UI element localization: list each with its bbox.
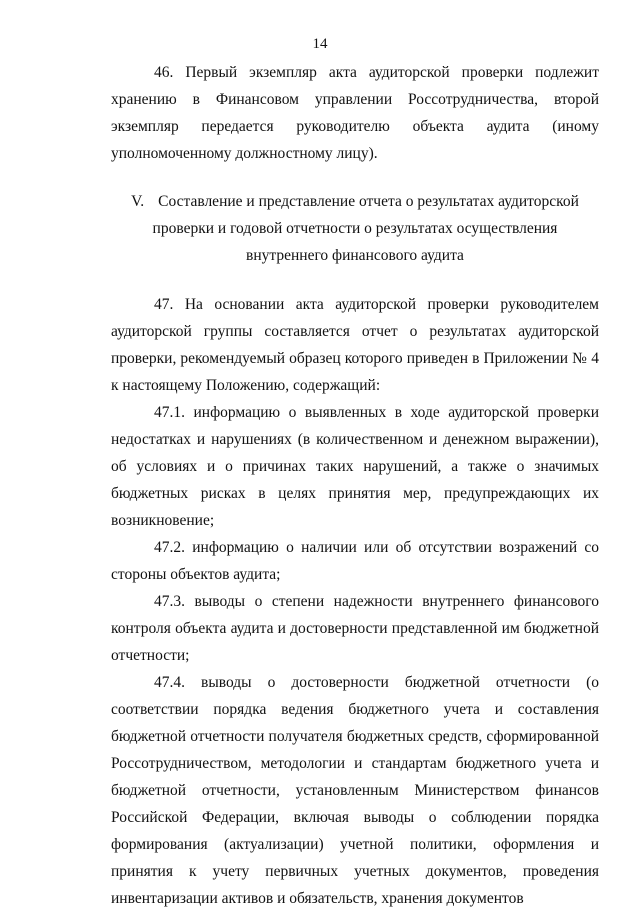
paragraph-47-2: 47.2. информацию о наличии или об отсутствии возражений со стороны объектов аудита; xyxy=(111,539,599,583)
section-number: V. xyxy=(131,193,145,210)
section-title: Составление и представление отчета о результатах аудиторской проверки и годовой отчетности о результатах осуществления внутреннего финансового аудита xyxy=(152,193,579,264)
paragraph-46: 46. Первый экземпляр акта аудиторской проверки подлежит хранению в Финансовом управлении Россотрудничества, второй экземпляр передается руководителю объекта аудита (иному уполномоченному должностному лицу). xyxy=(111,64,599,162)
section-heading xyxy=(111,188,599,269)
page-number: 14 xyxy=(312,36,328,52)
paragraph-block-main xyxy=(111,291,599,912)
paragraph-47-1: 47.1. информацию о выявленных в ходе аудиторской проверки недостатках и нарушениях (в количественном и денежном выражении), об условиях и о причинах таких нарушений, а также о значимых бюджетных рисках в целях принятия мер, предупреждающих их возникновение; xyxy=(111,404,599,529)
paragraph-47-4: 47.4. выводы о достоверности бюджетной отчетности (о соответствии порядка ведения бюджетного учета и составления бюджетной отчетности получателя бюджетных средств, сформированной Россотрудничеством, методологии и стандартам бюджетного учета и бюджетной отчетности, установленным Министерством финансов Российской Федерации, включая выводы о соблюдении порядка формирования (актуализации) учетной политики, оформления и принятия к учету первичных учетных документов, проведения инвентаризации активов и обязательств, хранения документов xyxy=(111,674,599,907)
paragraph-47-3: 47.3. выводы о степени надежности внутреннего финансового контроля объекта аудита и достоверности представленной им бюджетной отчетности; xyxy=(111,593,599,664)
paragraph-block-top xyxy=(111,59,599,167)
paragraph-47: 47. На основании акта аудиторской проверки руководителем аудиторской группы составляется отчет о результатах аудиторской проверки, рекомендуемый образец которого приведен в Приложении № 4 к настоящему Положению, содержащий: xyxy=(111,296,599,394)
